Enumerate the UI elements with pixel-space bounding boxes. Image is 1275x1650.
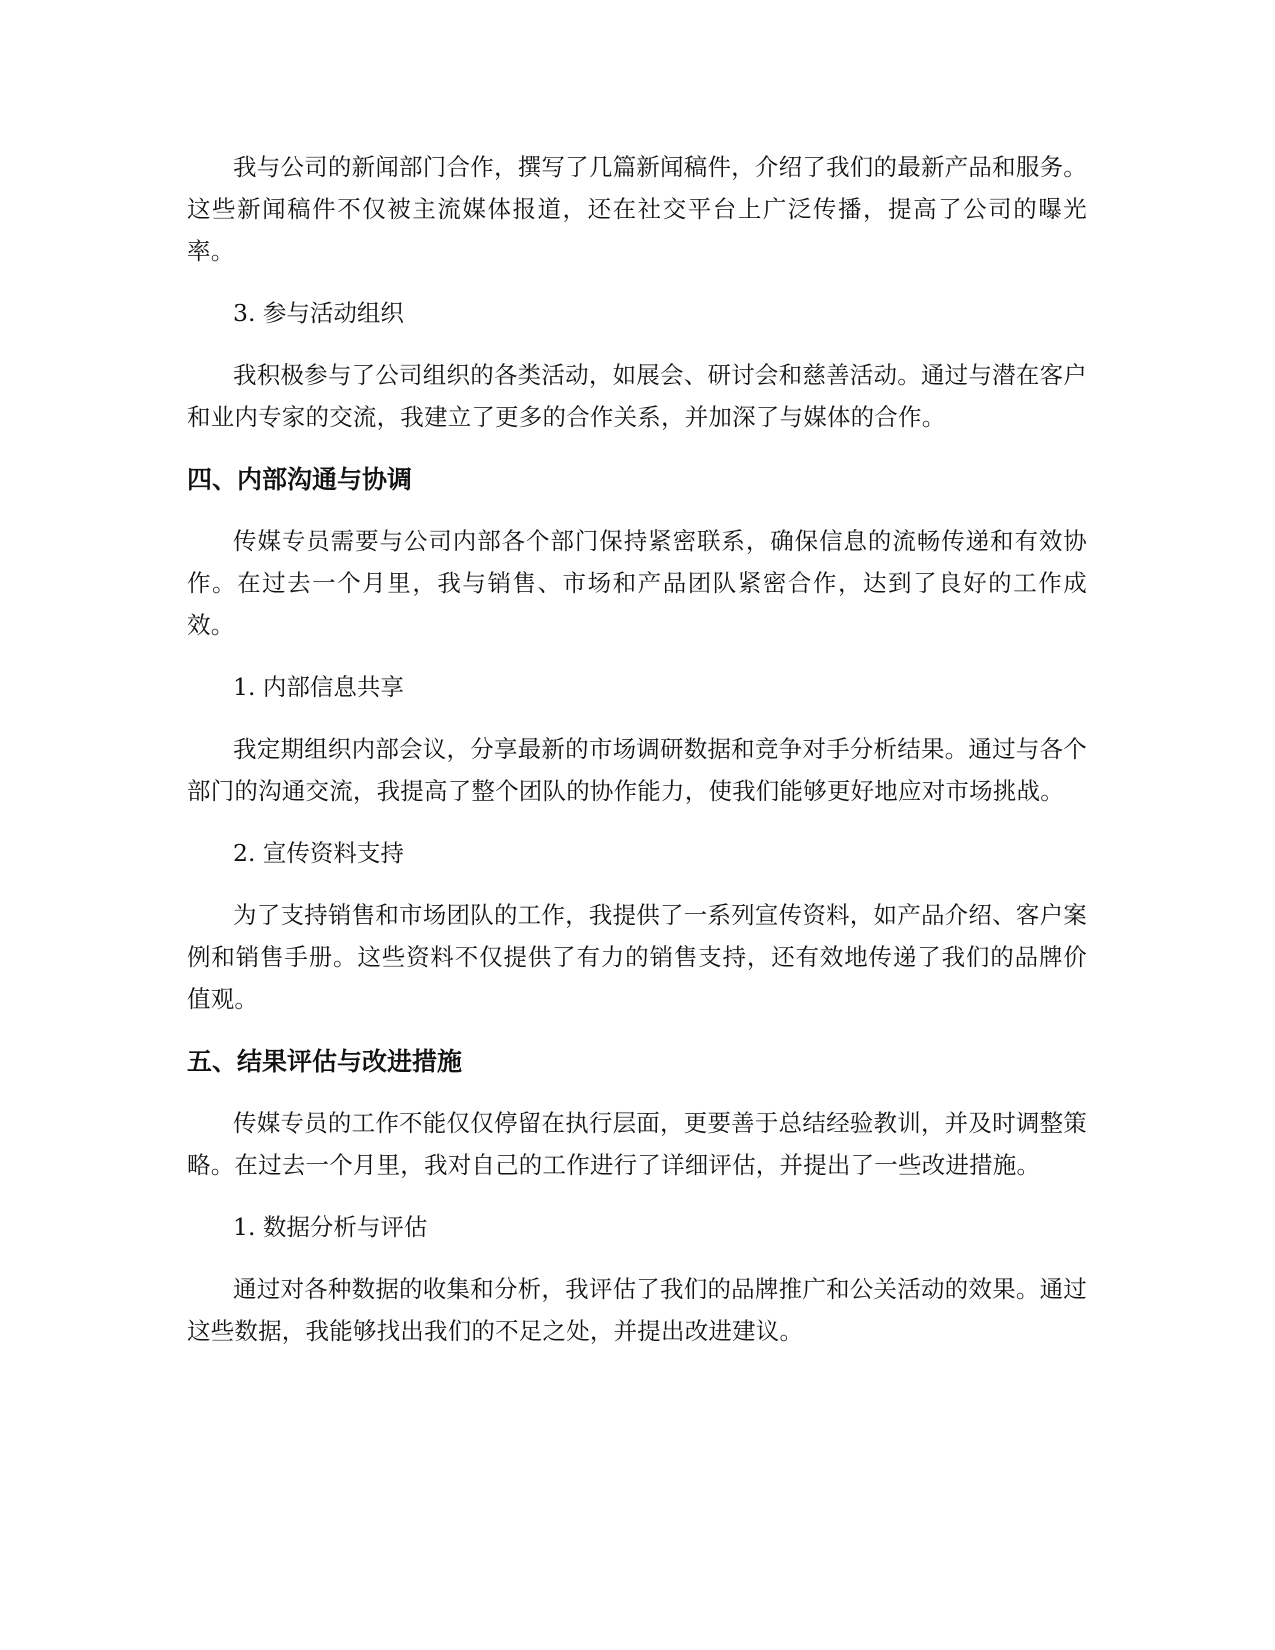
list-item-event-organization: 3. 参与活动组织 (233, 299, 404, 327)
paragraph-internal-communication: 传媒专员需要与公司内部各个部门保持紧密联系，确保信息的流畅传递和有效协作。在过去一个月里，我与销售、市场和产品团队紧密合作，达到了良好的工作成效。 (187, 527, 1087, 639)
paragraph-data-analysis: 通过对各种数据的收集和分析，我评估了我们的品牌推广和公关活动的效果。通过这些数据，我能够找出我们的不足之处，并提出改进建议。 (187, 1275, 1087, 1345)
paragraph-promo-materials: 为了支持销售和市场团队的工作，我提供了一系列宣传资料，如产品介绍、客户案例和销售手册。这些资料不仅提供了有力的销售支持，还有效地传递了我们的品牌价值观。 (187, 901, 1087, 1013)
list-item-data-analysis: 1. 数据分析与评估 (233, 1213, 428, 1241)
section-heading-evaluation: 五、结果评估与改进措施 (187, 1047, 463, 1076)
paragraph-news-releases: 我与公司的新闻部门合作，撰写了几篇新闻稿件，介绍了我们的最新产品和服务。这些新闻稿件不仅被主流媒体报道，还在社交平台上广泛传播，提高了公司的曝光率。 (187, 153, 1087, 265)
list-item-promo-materials: 2. 宣传资料支持 (233, 839, 404, 867)
paragraph-info-sharing: 我定期组织内部会议，分享最新的市场调研数据和竞争对手分析结果。通过与各个部门的沟通交流，我提高了整个团队的协作能力，使我们能够更好地应对市场挑战。 (187, 735, 1087, 805)
paragraph-events: 我积极参与了公司组织的各类活动，如展会、研讨会和慈善活动。通过与潜在客户和业内专家的交流，我建立了更多的合作关系，并加深了与媒体的合作。 (187, 361, 1087, 431)
paragraph-evaluation: 传媒专员的工作不能仅仅停留在执行层面，更要善于总结经验教训，并及时调整策略。在过去一个月里，我对自己的工作进行了详细评估，并提出了一些改进措施。 (187, 1109, 1087, 1179)
document-body (187, 146, 1087, 1372)
list-item-info-sharing: 1. 内部信息共享 (233, 673, 404, 701)
section-heading-internal-communication: 四、内部沟通与协调 (187, 465, 413, 494)
